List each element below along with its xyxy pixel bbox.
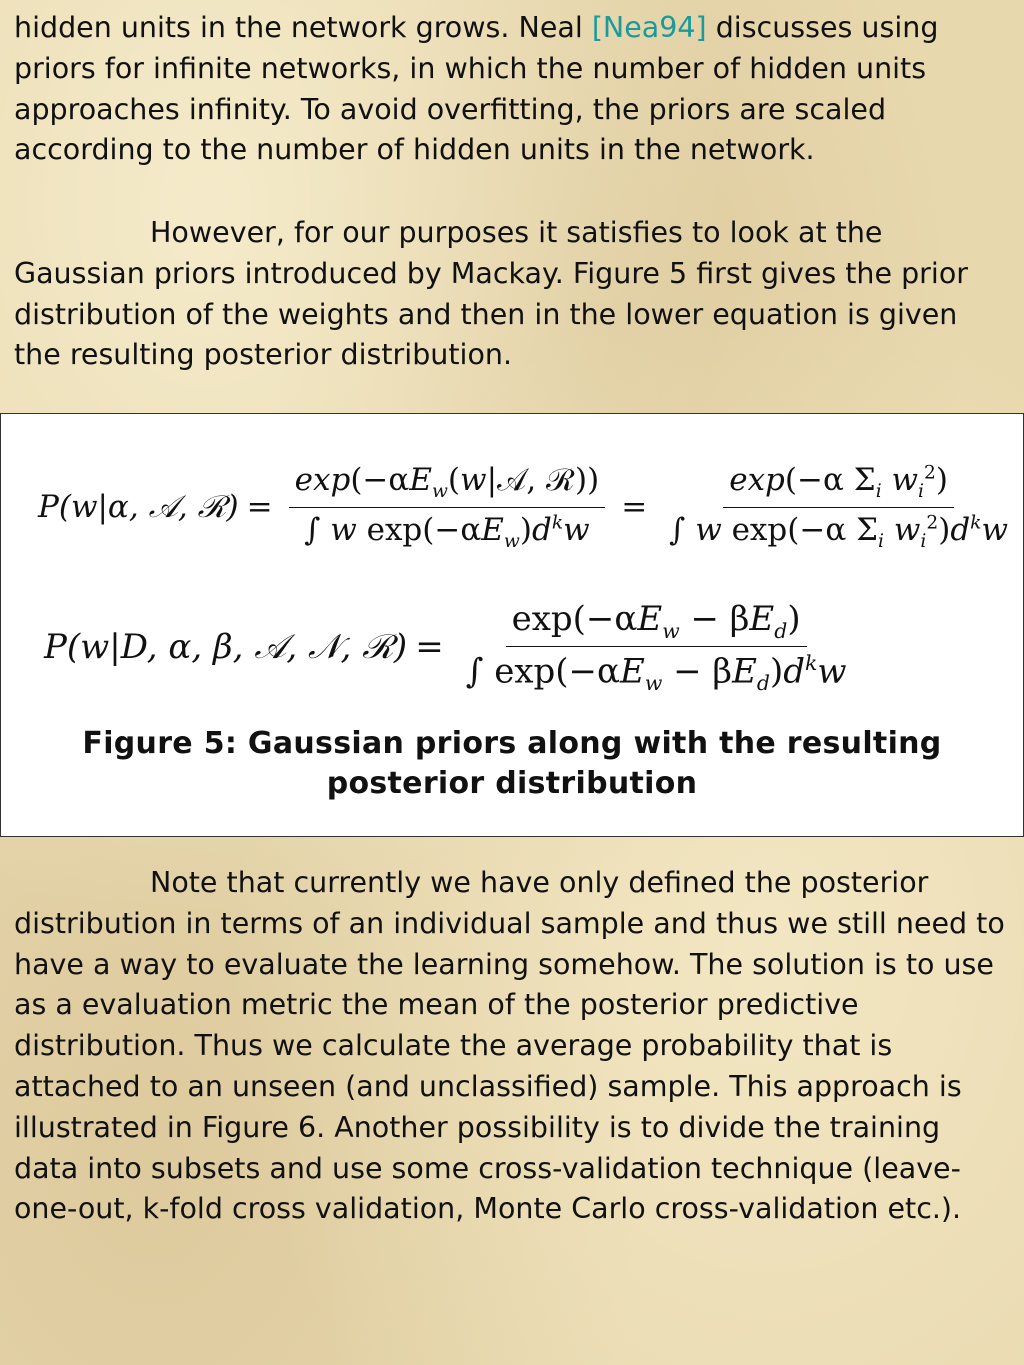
fraction-numerator: $\exp(-\alpha E_w(w|𝒜$, ℛ)) [289,462,606,507]
intro-paragraph [14,8,1010,171]
fraction-denominator: ∫ w exp(−α $\Sigma_i$ $w_i^2)d^kw$ [669,511,1008,552]
prior-fraction-1 [289,462,606,551]
figure-caption: Figure 5: Gaussian priors along with the resulting posterior distribution [82,726,942,801]
equals-sign: = [415,627,444,667]
gaussian-priors-paragraph [14,213,1010,376]
posterior-lhs: P(w|D, α, β, 𝒜, 𝒩, ℛ) [44,627,408,667]
fraction-denominator: ∫ $\exp(-\alpha E_w - \beta E_d)d^kw$ [465,651,847,696]
citation-link[interactable]: [Nea94] [591,11,707,44]
prior-equation [38,462,1022,552]
fraction-denominator: ∫ w $\exp(-\alpha E_w)d^kw$ [304,511,590,552]
fraction-numerator: exp(−α $\Sigma_i$ $w_i^2$) [723,462,954,507]
paragraph-text: hidden units in the network grows. Neal [14,11,592,44]
equals-sign: = [621,489,648,525]
prior-lhs: P(w|α, 𝒜, ℛ) [38,488,239,525]
paragraph-text: discusses using priors for infinite networks, in which the number of hidden units approaches infinity. To avoid overfitting, the priors are scaled according to the number of hidden units in the network. [14,11,939,167]
fraction-numerator: $\exp(-\alpha E_w - \beta E_d)$ [506,599,807,648]
posterior-equation [44,592,860,702]
paragraph-text: Note that currently we have only defined the posterior distribution in terms of an individual sample and thus we still need to have a way to evaluate the learning somehow. The solution is to use as a evaluation metric the mean of the posterior predictive distribution. Thus we calculate the average probability that is attached to an unseen (and unclassified) sample. This approach is illustrated in Figure 6. Another possibility is to divide the training data into subsets and use some cross-validation technique (leave-one-out, k-fold cross validation, Monte Carlo cross-validation etc.). [14,866,1005,1226]
prior-fraction-2 [663,462,1014,551]
paragraph-text: However, for our purposes it satisfies to look at the Gaussian priors introduced by Mackay. Figure 5 first gives the prior distribution of the weights and then in the lower equation is given the resulting posterior distribution. [14,216,968,372]
posterior-fraction [460,599,853,696]
equals-sign: = [246,489,273,525]
evaluation-paragraph [14,863,1010,1230]
